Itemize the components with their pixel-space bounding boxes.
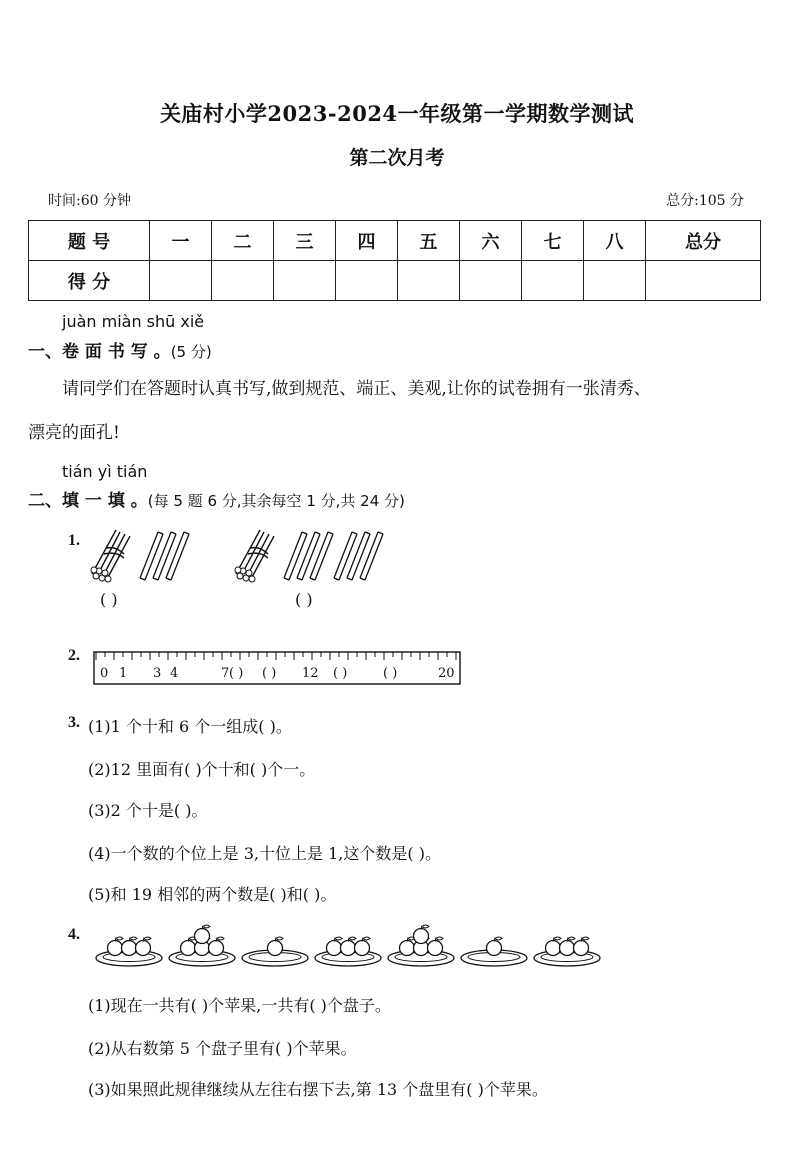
apple-icon: [355, 937, 371, 956]
q4-item-1: (1)现在一共有( )个苹果,一共有( )个盘子。: [88, 996, 391, 1015]
section1-pinyin: juàn miàn shū xiě: [62, 312, 205, 331]
stick-icon: [140, 532, 163, 580]
apple-icon: [122, 937, 138, 956]
apple-icon: [195, 925, 211, 944]
section1-text-line1: 请同学们在答题时认真书写,做到规范、端正、美观,让你的试卷拥有一张清秀、: [62, 379, 651, 399]
header-cell: 四: [336, 221, 398, 261]
stick-icon: [297, 532, 320, 580]
ruler-label: 1: [119, 666, 128, 681]
header-cell: 六: [460, 221, 522, 261]
score-cell[interactable]: [460, 261, 522, 301]
stick-icon: [360, 532, 383, 580]
ruler-blank[interactable]: ( ): [333, 666, 348, 681]
header-cell: 题 号: [29, 221, 150, 261]
score-cell[interactable]: [212, 261, 274, 301]
section2-pinyin: tián yì tián: [62, 462, 148, 481]
plate: [169, 925, 235, 966]
apple-icon: [136, 937, 152, 956]
stick-bundle-icon: [235, 530, 274, 582]
score-cell[interactable]: [522, 261, 584, 301]
q3-item-4: (4)一个数的个位上是 3,十位上是 1,这个数是( )。: [88, 844, 441, 863]
apple-plates-image: [92, 920, 612, 970]
q1-number: 1.: [68, 532, 80, 549]
q4-item-2: (2)从右数第 5 个盘子里有( )个苹果。: [88, 1039, 357, 1058]
apple-icon: [414, 925, 430, 944]
ruler-label: 4: [170, 666, 179, 681]
apple-icon: [108, 937, 124, 956]
score-cell[interactable]: [336, 261, 398, 301]
header-cell: 总分: [646, 221, 761, 261]
header-cell: 三: [274, 221, 336, 261]
exam-total-score: 总分:105 分: [666, 193, 744, 209]
plate: [461, 937, 527, 966]
section2-heading-text: 二、填 一 填 。: [28, 491, 148, 511]
ruler-blank[interactable]: ( ): [229, 666, 244, 681]
plate: [242, 937, 308, 966]
ruler-label: 0: [100, 666, 109, 681]
header-cell: 七: [522, 221, 584, 261]
ruler-label: 3: [153, 666, 162, 681]
apple-icon: [546, 937, 562, 956]
score-cell[interactable]: [398, 261, 460, 301]
apple-icon: [400, 937, 416, 956]
exam-time: 时间:60 分钟: [48, 193, 131, 209]
page-title: 关庙村小学2023-2024一年级第一学期数学测试: [159, 101, 635, 126]
q3-number: 3.: [68, 714, 80, 731]
section2-points: (每 5 题 6 分,其余每空 1 分,共 24 分): [147, 492, 405, 510]
section2-heading: [28, 486, 405, 511]
q3-item-2: (2)12 里面有( )个十和( )个一。: [88, 760, 316, 779]
apple-icon: [268, 937, 284, 956]
plate: [315, 937, 381, 966]
ruler-label: 7: [221, 666, 230, 681]
header-cell: 二: [212, 221, 274, 261]
stick-icon: [166, 532, 189, 580]
plate: [96, 937, 162, 966]
q4-item-3: (3)如果照此规律继续从左往右摆下去,第 13 个盘里有( )个苹果。: [88, 1080, 548, 1099]
stick-bundles-image: [88, 526, 398, 586]
page-subtitle: 第二次月考: [349, 147, 445, 169]
ruler-label: 12: [302, 666, 319, 681]
q2-number: 2.: [68, 647, 80, 664]
score-row-label: 得 分: [29, 261, 150, 301]
ruler-blank[interactable]: ( ): [383, 666, 398, 681]
score-cell[interactable]: [646, 261, 761, 301]
header-cell: 五: [398, 221, 460, 261]
apple-icon: [428, 937, 444, 956]
apple-icon: [560, 937, 576, 956]
header-cell: 八: [584, 221, 646, 261]
q3-item-3: (3)2 个十是( )。: [88, 801, 208, 820]
q3-item-1: (1)1 个十和 6 个一组成( )。: [88, 717, 292, 736]
score-table-score-row: [29, 261, 761, 301]
q4-number: 4.: [68, 926, 80, 943]
header-cell: 一: [150, 221, 212, 261]
score-table-header-row: [29, 221, 761, 261]
q3-item-5: (5)和 19 相邻的两个数是( )和( )。: [88, 885, 337, 904]
q1-blank-2[interactable]: ( ): [295, 590, 313, 609]
section1-heading-text: 一、卷 面 书 写 。: [28, 342, 171, 362]
apple-icon: [487, 937, 503, 956]
score-cell[interactable]: [274, 261, 336, 301]
plate: [388, 925, 454, 966]
ruler-label: 20: [438, 666, 455, 681]
section1-points: (5 分): [170, 343, 212, 361]
apple-icon: [327, 937, 343, 956]
score-cell[interactable]: [584, 261, 646, 301]
plate: [534, 937, 600, 966]
stick-icon: [153, 532, 176, 580]
stick-icon: [347, 532, 370, 580]
section1-heading: [28, 337, 212, 362]
q1-blank-1[interactable]: ( ): [100, 590, 118, 609]
score-cell[interactable]: [150, 261, 212, 301]
apple-icon: [181, 937, 197, 956]
stick-icon: [284, 532, 307, 580]
number-ruler: [92, 650, 464, 686]
apple-icon: [341, 937, 357, 956]
stick-bundle-icon: [91, 530, 130, 582]
stick-icon: [334, 532, 357, 580]
apple-icon: [209, 937, 225, 956]
score-table: [28, 220, 761, 301]
stick-icon: [310, 532, 333, 580]
section1-text-line2: 漂亮的面孔!: [28, 423, 120, 443]
ruler-blank[interactable]: ( ): [262, 666, 277, 681]
apple-icon: [574, 937, 590, 956]
